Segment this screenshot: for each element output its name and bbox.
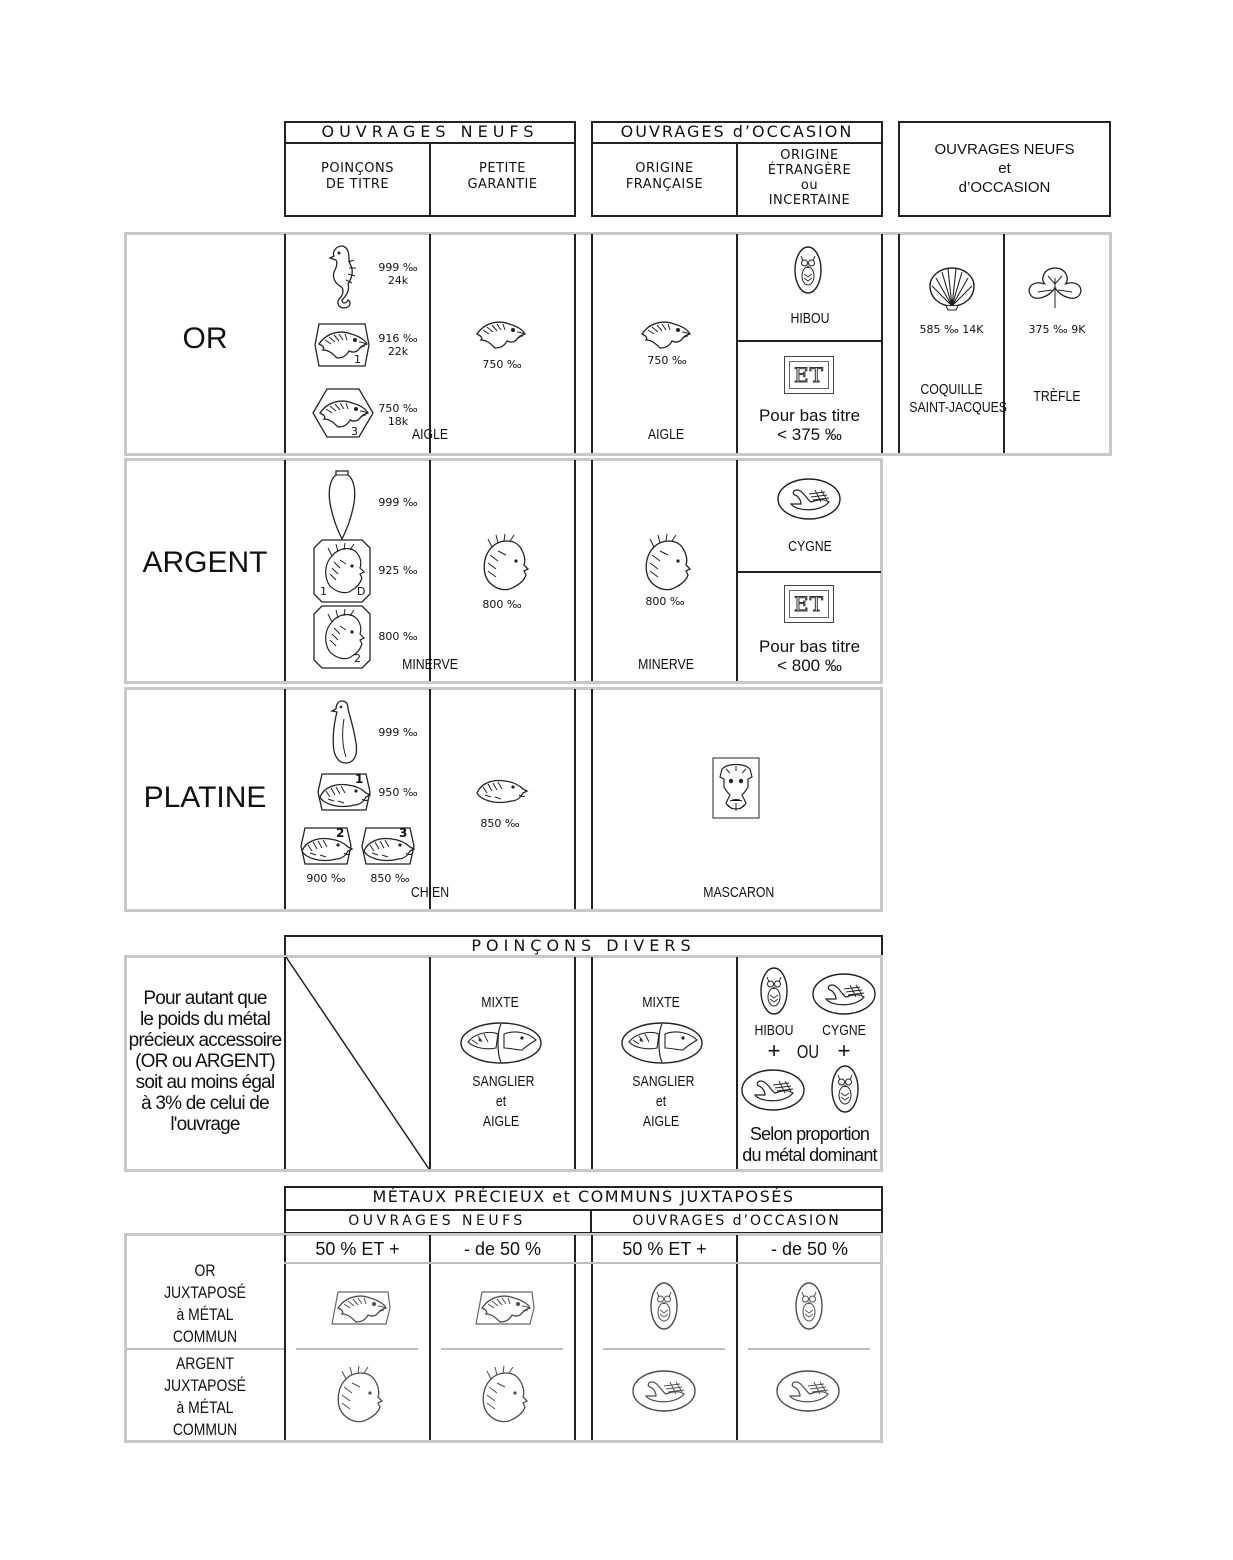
eagle-916-icon (313, 322, 371, 368)
argent-label: ARGENT (142, 546, 268, 579)
platine-t3-value: 900 ‰ (306, 872, 346, 885)
divers-diagonal (286, 957, 429, 1169)
minerva-juxta-2-icon (473, 1365, 531, 1425)
header-etrangere-label: ORIGINE ÉTRANGÈRE ou INCERTAINE (767, 148, 852, 208)
minerva-800-icon (312, 604, 372, 670)
divers-cygne-label: CYGNE (822, 1022, 866, 1039)
divers-plus-left: + (767, 1038, 781, 1063)
or-trefle-value: 375 ‰ 9K (1028, 323, 1086, 336)
owl-divers-2-icon (831, 1065, 859, 1115)
eagle-750-icon (311, 387, 375, 439)
shell-icon (926, 262, 978, 310)
or-n1: 1 (354, 353, 361, 366)
divers-title: POINÇONS DIVERS (471, 936, 696, 955)
argent-n1: 1 (320, 585, 327, 598)
header-titre-label: POINÇONS DE TITRE (321, 161, 394, 192)
or-hibou-label: HIBOU (790, 310, 830, 327)
owl-divers-icon (760, 967, 788, 1017)
argent-cygne-label: CYGNE (788, 538, 832, 555)
juxta-or-label: OR JUXTAPOSÉ à MÉTAL COMMUN (164, 1261, 246, 1346)
header-new-works-title: OUVRAGES NEUFS (321, 122, 539, 141)
minerva-juxta-1-icon (328, 1365, 386, 1425)
dog-900-icon (299, 826, 353, 866)
divers-left-text: Pour autant que le poids du métal précieux accessoire (OR ou ARGENT) soit au moins égal à 3% de celui de l'ouvrage (128, 988, 282, 1135)
platine-t2-value: 950 ‰ (378, 786, 418, 799)
juxta-c3: 50 % ET + (622, 1239, 707, 1259)
platine-n1: 1 (355, 772, 364, 786)
owl-juxta-2-icon (795, 1282, 823, 1332)
divers-selon-text: Selon proportion du métal dominant (742, 1124, 877, 1165)
swan-divers-icon (812, 973, 878, 1017)
or-fr-value: 750 ‰ (647, 354, 687, 367)
platine-t4-value: 850 ‰ (370, 872, 410, 885)
owl-icon (794, 246, 822, 296)
platine-label: PLATINE (143, 781, 267, 814)
eagle-francaise-icon (640, 318, 694, 352)
platine-garantie-value: 850 ‰ (480, 817, 520, 830)
divers-hibou-label: HIBOU (754, 1022, 794, 1039)
or-t2-value: 916 ‰ 22k (378, 332, 418, 358)
juxta-c1: 50 % ET + (315, 1239, 400, 1259)
or-n3: 3 (351, 425, 358, 438)
platine-n3: 3 (399, 826, 408, 840)
or-aigle-label: AIGLE (411, 426, 449, 443)
eagle-garantie-icon (475, 318, 529, 352)
divers-mixte-occasion: MIXTE (642, 994, 680, 1011)
or-bas-titre: Pour bas titre < 375 ‰ (758, 406, 861, 444)
et-stamp-or: ET (784, 356, 834, 394)
divers-sa-neuf: SANGLIER et AIGLE (472, 1073, 535, 1130)
dog-950-icon (316, 772, 372, 812)
clover-icon (1024, 262, 1086, 312)
juxta-argent-label: ARGENT JUXTAPOSÉ à MÉTAL COMMUN (164, 1354, 246, 1439)
argent-nd: D (357, 585, 366, 598)
boar-eagle-neuf-icon (460, 1022, 542, 1064)
argent-fr-name: MINERVE (638, 656, 694, 673)
header-both-label: OUVRAGES NEUFS et d’OCCASION (934, 141, 1075, 196)
amphora-icon (326, 469, 358, 541)
or-garantie-value: 750 ‰ (482, 358, 522, 371)
header-garantie-label: PETITE GARANTIE (467, 161, 538, 192)
argent-t2-value: 925 ‰ (378, 564, 418, 577)
juxta-c2: - de 50 % (463, 1239, 542, 1259)
penguin-icon (330, 699, 360, 765)
mascaron-icon (712, 757, 760, 819)
owl-juxta-1-icon (650, 1282, 678, 1332)
argent-t3-value: 800 ‰ (378, 630, 418, 643)
boar-eagle-occasion-icon (621, 1022, 703, 1064)
platine-chien-label: CHIEN (410, 884, 450, 901)
juxta-title: MÉTAUX PRÉCIEUX et COMMUNS JUXTAPOSÉS (372, 1187, 795, 1206)
argent-fr-value: 800 ‰ (645, 595, 685, 608)
et-stamp-argent: ET (784, 585, 834, 623)
platine-mascaron-label: MASCARON (703, 884, 775, 901)
divers-sa-occasion: SANGLIER et AIGLE (632, 1073, 695, 1130)
argent-minerve-label: MINERVE (402, 656, 458, 673)
juxta-occasion: OUVRAGES d’OCCASION (632, 1213, 841, 1229)
platine-n2: 2 (336, 826, 345, 840)
swan-juxta-1-icon (632, 1370, 698, 1414)
or-label: OR (182, 322, 228, 355)
swan-icon (777, 478, 843, 522)
platine-t1-value: 999 ‰ (378, 726, 418, 739)
minerva-francaise-icon (636, 533, 694, 593)
seahorse-icon (326, 242, 362, 312)
swan-juxta-2-icon (776, 1370, 842, 1414)
juxta-neufs: OUVRAGES NEUFS (348, 1213, 526, 1229)
or-t3-value: 750 ‰ 18k (378, 402, 418, 428)
argent-garantie-value: 800 ‰ (482, 598, 522, 611)
minerva-garantie-icon (474, 533, 532, 593)
argent-n2: 2 (354, 652, 361, 665)
divers-mixte-neuf: MIXTE (481, 994, 519, 1011)
or-trefle-name: TRÈFLE (1033, 388, 1081, 405)
eagle-juxta-1-icon (330, 1290, 392, 1326)
dog-garantie-icon (475, 773, 529, 807)
divers-ou-label: OU (796, 1042, 820, 1062)
header-used-works-title: OUVRAGES d’OCCASION (620, 122, 854, 141)
juxta-c4: - de 50 % (770, 1239, 849, 1259)
or-t1-value: 999 ‰ 24k (378, 261, 418, 287)
or-coquille-value: 585 ‰ 14K (919, 323, 984, 336)
header-francaise-label: ORIGINE FRANÇAISE (625, 161, 704, 192)
or-fr-name: AIGLE (647, 426, 685, 443)
or-coquille-name: COQUILLE SAINT-JACQUES (909, 381, 1008, 416)
dog-850-icon (360, 826, 416, 866)
swan-divers-2-icon (741, 1069, 807, 1113)
argent-t1-value: 999 ‰ (378, 496, 418, 509)
eagle-juxta-2-icon (474, 1290, 536, 1326)
argent-bas-titre: Pour bas titre < 800 ‰ (758, 637, 861, 675)
divers-plus-right: + (837, 1038, 851, 1063)
